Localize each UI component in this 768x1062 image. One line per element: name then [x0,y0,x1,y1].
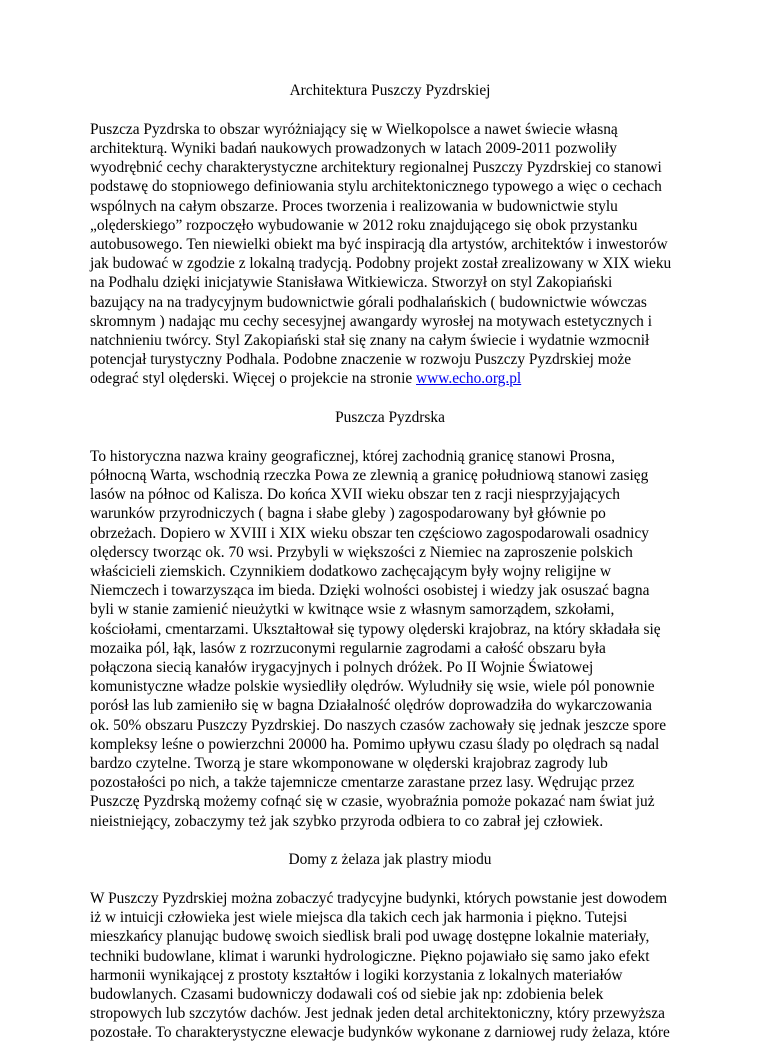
text-line-lead: odegrać styl olęderski. Więcej o projekcie na stronie [90,370,417,388]
section-paragraph-domy-z-zelaza [90,889,690,1043]
text-line: bardzo czytelne. Tworzą je stare wkomponowane w olęderski krajobraz zagrody lub [90,755,608,772]
text-line: bazujący na na tradycyjnym budownictwie górali podhalańskich ( budownictwie wówczas [90,293,647,311]
text-line: budowlanych. Czasami budowniczy dodawali coś od siebie jak np: zdobienia belek [90,986,604,1004]
text-line: wyodrębnić cechy charakterystyczne architektury regionalnej Puszczy Pyzdrskiej co stanowi [90,159,662,177]
text-line: kościołami, cmentarzami. Ukształtował się typowy olęderski krajobraz, na który składała się [90,620,661,638]
text-line: Puszczę Pyzdrską możemy cofnąć się w czasie, wyobraźnia pomoże pokazać nam świat już [90,793,655,811]
text-line: warunków przyrodniczych ( bagna i słabe gleby ) zagospodarowany był głównie po [90,505,606,523]
text-line: „olęderskiego” rozpoczęło wybudowanie w 2012 roku znajdującego się obok przystanku [90,216,638,234]
text-line: stropowych lub szczytów dachów. Jest jednak jeden detal architektoniczny, który przewyższa [90,1005,665,1023]
section-paragraph-puszcza-pyzdrska [90,447,690,831]
text-line: mozaika pól, łąk, lasów z rozrzuconymi regularnie zagrodami a całość obszaru była [90,639,606,657]
text-line: potencjał turystyczny Podhala. Podobne znaczenie w rozwoju Puszczy Pyzdrskiej może [90,351,632,369]
echo-website-link[interactable]: www.echo.org.pl [416,370,522,388]
text-line: harmonii wynikającej z prostoty kształtów i logiki korzystania z lokalnych materiałów [90,966,623,984]
text-line: Niemczech i towarzysząca im bieda. Dzięki wolności osobistej i wiedzy jak osuszać bagna [90,582,650,600]
text-line-with-link [90,369,690,388]
text-line: W Puszczy Pyzdrskiej można zobaczyć tradycyjne budynki, których powstanie jest dowodem [90,890,668,908]
text-line: lasów na północ od Kalisza. Do końca XVII wieku obszar ten z racji niesprzyjających [90,486,620,504]
text-line: iż w intuicji człowieka jest wiele miejsca dla takich cech jak harmonia i piękno. Tutejsi [90,909,628,927]
text-line: kompleksy leśne o powierzchni 20000 ha. Pomimo upływu czasu ślady po olędrach są nadal [90,735,660,753]
text-line: obrzeżach. Dopiero w XVIII i XIX wieku obszar ten częściowo zagospodarowali osadnicy [90,524,649,542]
text-line: byli w stanie zamienić nieużytki w kwitnące wsie z własnym samorządem, szkołami, [90,601,615,619]
section-title-puszcza-pyzdrska: Puszcza Pyzdrska [335,409,445,427]
text-line: północną Warta, wschodnią rzeczka Powa ze zlewnią a granicę południową stanowi zasięg [90,466,649,484]
section-paragraph-architektura [90,120,690,389]
text-line: właścicieli ziemskich. Czynnikiem dodatkowo zachęcającym były wojny religijne w [90,562,611,580]
text-line: połączona siecią kanałów irygacyjnych i polnych dróżek. Po II Wojnie Światowej [90,658,594,676]
text-line: architekturą. Wyniki badań naukowych prowadzonych w latach 2009-2011 pozwoliły [90,139,617,157]
text-line: natchnieniu twórcy. Styl Zakopiański stał się znany na całym świecie i wydatnie wzmocnił [90,331,650,349]
text-line: nieistniejący, zobaczymy też jak szybko przyroda odbiera to co zabrał jej człowiek. [90,812,604,830]
text-line: Puszcza Pyzdrska to obszar wyróżniający się w Wielkopolsce a nawet świecie własną [90,120,618,138]
text-line: skromnym ) nadając mu cechy secesyjnej awangardy wyrosłej na motywach estetycznych i [90,312,652,330]
section-title-architektura: Architektura Puszczy Pyzdrskiej [289,82,491,99]
text-line: autobusowego. Ten niewielki obiekt ma być inspiracją dla artystów, architektów i inwestorów [90,235,668,253]
text-line: na Podhalu dzięki inicjatywie Stanisława Witkiewicza. Stworzył on styl Zakopiański [90,274,613,292]
text-line: To historyczna nazwa krainy geograficznej, której zachodnią granicę stanowi Prosna, [90,447,615,465]
text-line: jak budować w zgodzie z lokalną tradycją. Podobny projekt został zrealizowany w XIX wieku [90,255,672,273]
text-line: pozostałe. To charakterystyczne elewacje budynków wykonane z darniowej rudy żelaza, które [90,1024,670,1042]
text-line: mieszkańcy planując budowę swoich siedlisk brali pod uwagę dostępne lokalnie materiały, [90,928,650,946]
text-line: pozostałości po nich, a także tajemnicze cmentarze zarastane przez lasy. Wędrując przez [90,774,635,792]
document-page [90,81,690,1062]
text-line: techniki budowlane, klimat i warunki hydrologiczne. Piękno pojawiało się samo jako efekt [90,947,650,965]
text-line: olęderscy tworząc ok. 70 wsi. Przybyli w większości z Niemiec na zaproszenie polskich [90,543,633,561]
text-line: podstawę do stopniowego definiowania stylu architektonicznego typowego a więc o cechach [90,178,662,196]
text-line: komunistyczne władze polskie wysiedliły olędrów. Wyludniły się wsie, wiele pól ponownie [90,678,655,696]
text-line: porósł las lub zamieniło się w bagna Działalność olędrów doprowadziła do wykarczowania [90,697,653,715]
section-title-domy-z-zelaza: Domy z żelaza jak plastry miodu [288,851,492,869]
text-line: ok. 50% obszaru Puszczy Pyzdrskiej. Do naszych czasów zachowały się jednak jeszcze spore [90,716,667,734]
text-line: wspólnych na całym obszarze. Proces tworzenia i realizowania w budownictwie stylu [90,197,618,215]
